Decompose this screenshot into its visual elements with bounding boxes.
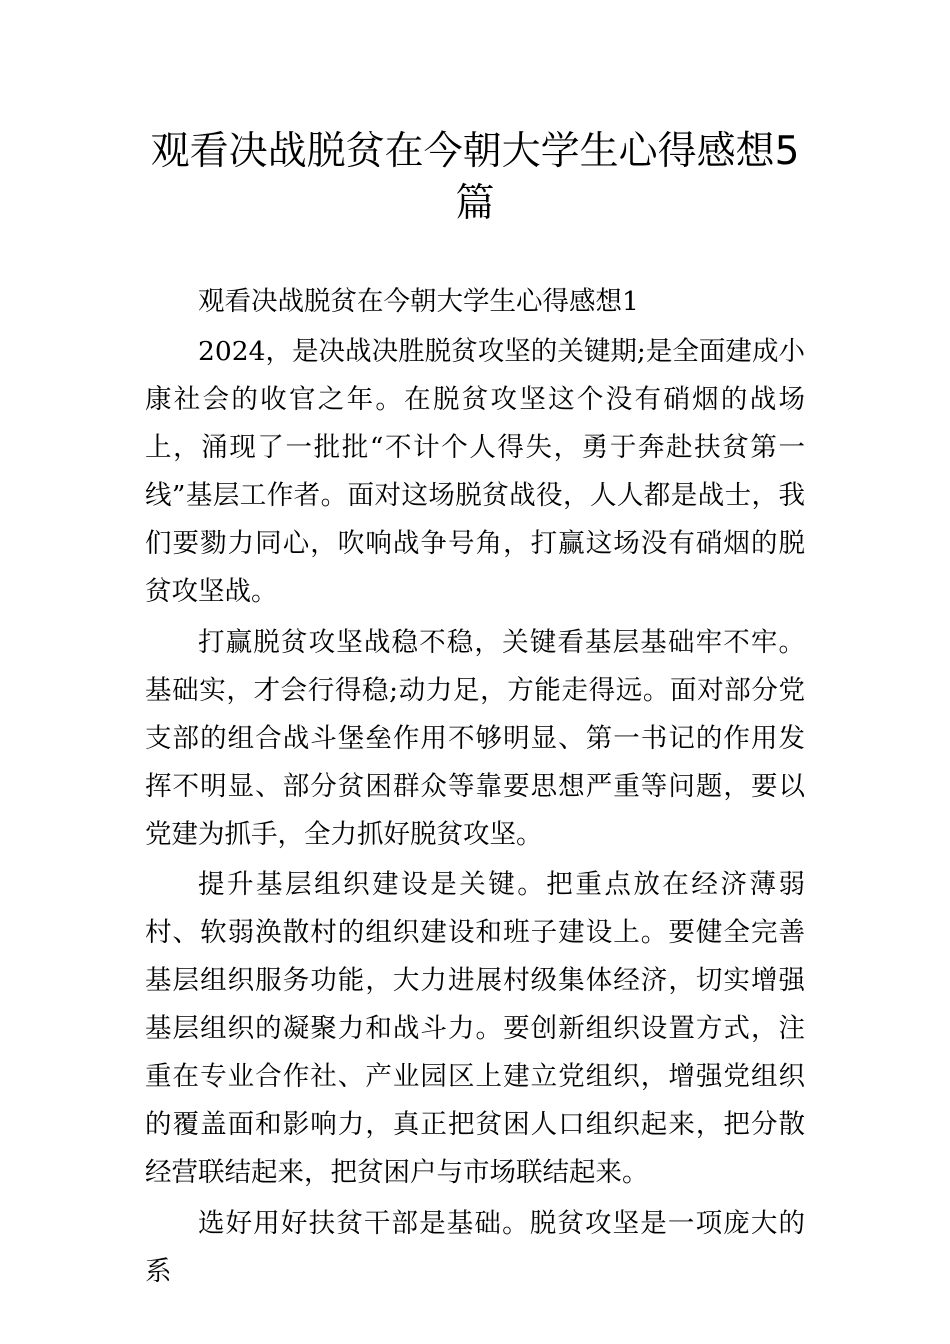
document-body [145, 278, 805, 1298]
paragraph: 选好用好扶贫干部是基础。脱贫攻坚是一项庞大的系 [145, 1207, 805, 1287]
paragraph: 打赢脱贫攻坚战稳不稳，关键看基层基础牢不牢。基础实，才会行得稳;动力足，方能走得远。面对部分党支部的组合战斗堡垒作用不够明显、第一书记的作用发挥不明显、部分贫困群众等靠要思想严重等问题，要以党建为抓手，全力抓好脱贫攻坚。 [145, 626, 805, 850]
section-heading: 观看决战脱贫在今朝大学生心得感想1 [198, 286, 639, 317]
document-title: 观看决战脱贫在今朝大学生心得感想5篇 [150, 129, 800, 226]
paragraph: 提升基层组织建设是关键。把重点放在经济薄弱村、软弱涣散村的组织建设和班子建设上。要健全完善基层组织服务功能，大力进展村级集体经济，切实增强基层组织的凝聚力和战斗力。要创新组织设置方式，注重在专业合作社、产业园区上建立党组织，增强党组织的覆盖面和影响力，真正把贫困人口组织起来，把分散经营联结起来，把贫困户与市场联结起来。 [145, 869, 805, 1189]
paragraph: 2024，是决战决胜脱贫攻坚的关键期;是全面建成小康社会的收官之年。在脱贫攻坚这个没有硝烟的战场上，涌现了一批批“不计个人得失，勇于奔赴扶贫第一线”基层工作者。面对这场脱贫战役，人人都是战士，我们要勠力同心，吹响战争号角，打赢这场没有硝烟的脱贫攻坚战。 [145, 336, 805, 608]
